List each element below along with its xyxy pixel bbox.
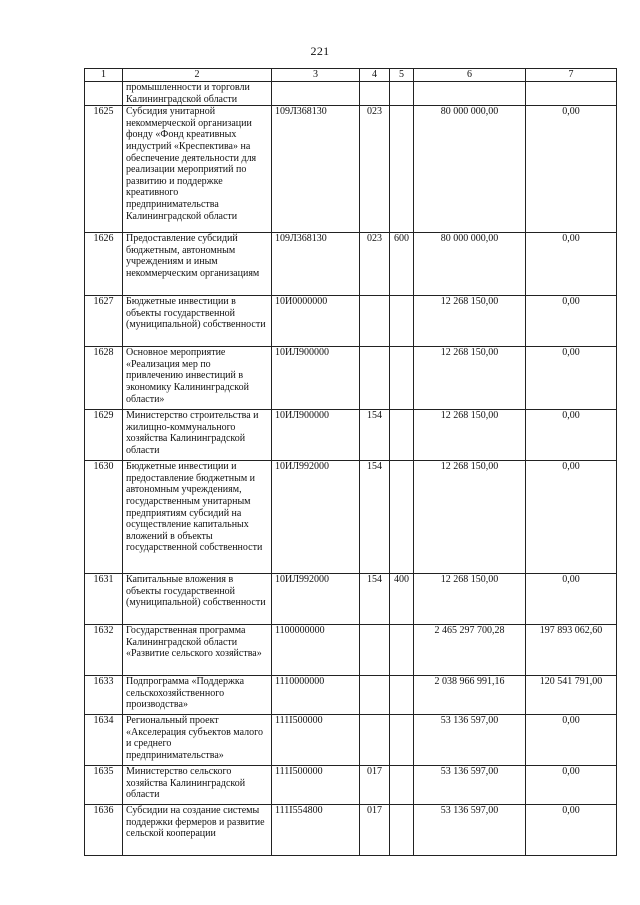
row-name: промышленности и торговли Калининградской области [123,82,272,106]
row-code: 111I554800 [272,805,360,856]
row-col5 [390,676,414,715]
header-row [85,69,617,82]
row-name: Министерство строительства и жилищно-коммунального хозяйства Калининградской области [123,410,272,461]
row-number: 1630 [85,461,123,574]
row-number: 1629 [85,410,123,461]
row-number: 1633 [85,676,123,715]
row-col4: 154 [360,574,390,625]
row-code: 111I500000 [272,766,360,805]
row-name: Региональный проект «Акселерация субъектов малого и среднего предпринимательства» [123,715,272,766]
row-col4 [360,715,390,766]
row-amount-6: 53 136 597,00 [414,805,526,856]
row-col4: 017 [360,805,390,856]
row-col4 [360,625,390,676]
row-amount-7: 0,00 [526,461,617,574]
table-row [85,676,617,715]
table-row [85,82,617,106]
row-amount-7: 0,00 [526,347,617,410]
row-number: 1636 [85,805,123,856]
header-cell: 3 [272,69,360,82]
row-name: Государственная программа Калининградской области «Развитие сельского хозяйства» [123,625,272,676]
row-col4 [360,347,390,410]
table-row [85,296,617,347]
row-amount-7: 0,00 [526,574,617,625]
row-code [272,82,360,106]
header-cell: 2 [123,69,272,82]
table-row [85,625,617,676]
row-number: 1625 [85,106,123,233]
row-col5 [390,410,414,461]
row-col4: 023 [360,106,390,233]
row-col4: 023 [360,233,390,296]
row-amount-7 [526,82,617,106]
row-col5 [390,625,414,676]
row-col5: 600 [390,233,414,296]
row-number: 1634 [85,715,123,766]
row-amount-6: 12 268 150,00 [414,410,526,461]
row-number: 1635 [85,766,123,805]
table-row [85,233,617,296]
row-number: 1626 [85,233,123,296]
row-number: 1632 [85,625,123,676]
row-code: 1110000000 [272,676,360,715]
row-code: 10ИЛ992000 [272,461,360,574]
table-row [85,461,617,574]
row-col5 [390,347,414,410]
header-cell: 1 [85,69,123,82]
table-row [85,766,617,805]
row-amount-7: 0,00 [526,410,617,461]
row-name: Бюджетные инвестиции и предоставление бюджетным и автономным учреждениям, государственным унитарным предприятиям субсидий на осуществление капитальных вложений в объекты государственной собственности [123,461,272,574]
row-code: 1100000000 [272,625,360,676]
row-amount-6 [414,82,526,106]
row-name: Субсидии на создание системы поддержки фермеров и развитие сельской кооперации [123,805,272,856]
row-col4 [360,676,390,715]
header-cell: 6 [414,69,526,82]
row-number [85,82,123,106]
row-amount-6: 12 268 150,00 [414,461,526,574]
row-amount-6: 53 136 597,00 [414,766,526,805]
row-name: Субсидия унитарной некоммерческой организации фонду «Фонд креативных индустрий «Креспектива» на обеспечение деятельности для реализации мероприятий по развитию и поддержке креативного предпринимательства Калининградской области [123,106,272,233]
row-code: 109Л368130 [272,233,360,296]
table-row [85,347,617,410]
row-col5 [390,715,414,766]
row-code: 10И0000000 [272,296,360,347]
row-amount-7: 120 541 791,00 [526,676,617,715]
row-amount-7: 0,00 [526,805,617,856]
row-number: 1631 [85,574,123,625]
row-amount-6: 12 268 150,00 [414,347,526,410]
row-amount-6: 12 268 150,00 [414,296,526,347]
page-number: 221 [310,44,330,58]
row-amount-6: 80 000 000,00 [414,106,526,233]
row-name: Предоставление субсидий бюджетным, автономным учреждениям и иным некоммерческим организациям [123,233,272,296]
row-amount-7: 0,00 [526,766,617,805]
table-row [85,106,617,233]
row-col4: 154 [360,410,390,461]
row-col5 [390,106,414,233]
row-name: Бюджетные инвестиции в объекты государственной (муниципальной) собственности [123,296,272,347]
row-number: 1628 [85,347,123,410]
table-row [85,805,617,856]
row-code: 10ИЛ992000 [272,574,360,625]
row-col5 [390,296,414,347]
row-col4 [360,296,390,347]
row-amount-6: 12 268 150,00 [414,574,526,625]
row-amount-7: 0,00 [526,715,617,766]
row-col5 [390,461,414,574]
row-name: Министерство сельского хозяйства Калининградской области [123,766,272,805]
row-name: Подпрограмма «Поддержка сельскохозяйственного производства» [123,676,272,715]
row-col4: 017 [360,766,390,805]
row-name: Капитальные вложения в объекты государственной (муниципальной) собственности [123,574,272,625]
row-code: 10ИЛ900000 [272,347,360,410]
row-col4: 154 [360,461,390,574]
row-amount-6: 53 136 597,00 [414,715,526,766]
row-code: 111I500000 [272,715,360,766]
row-col5 [390,82,414,106]
table-row [85,410,617,461]
row-number: 1627 [85,296,123,347]
row-col5: 400 [390,574,414,625]
header-cell: 7 [526,69,617,82]
row-code: 109Л368130 [272,106,360,233]
row-col5 [390,805,414,856]
row-amount-7: 0,00 [526,296,617,347]
row-code: 10ИЛ900000 [272,410,360,461]
row-col5 [390,766,414,805]
row-amount-7: 197 893 062,60 [526,625,617,676]
budget-table [84,68,617,856]
row-amount-6: 2 038 966 991,16 [414,676,526,715]
header-cell: 5 [390,69,414,82]
row-amount-6: 2 465 297 700,28 [414,625,526,676]
table-row [85,574,617,625]
row-name: Основное мероприятие «Реализация мер по привлечению инвестиций в экономику Калининградской области» [123,347,272,410]
table-row [85,715,617,766]
header-cell: 4 [360,69,390,82]
row-amount-7: 0,00 [526,233,617,296]
row-amount-7: 0,00 [526,106,617,233]
row-amount-6: 80 000 000,00 [414,233,526,296]
row-col4 [360,82,390,106]
